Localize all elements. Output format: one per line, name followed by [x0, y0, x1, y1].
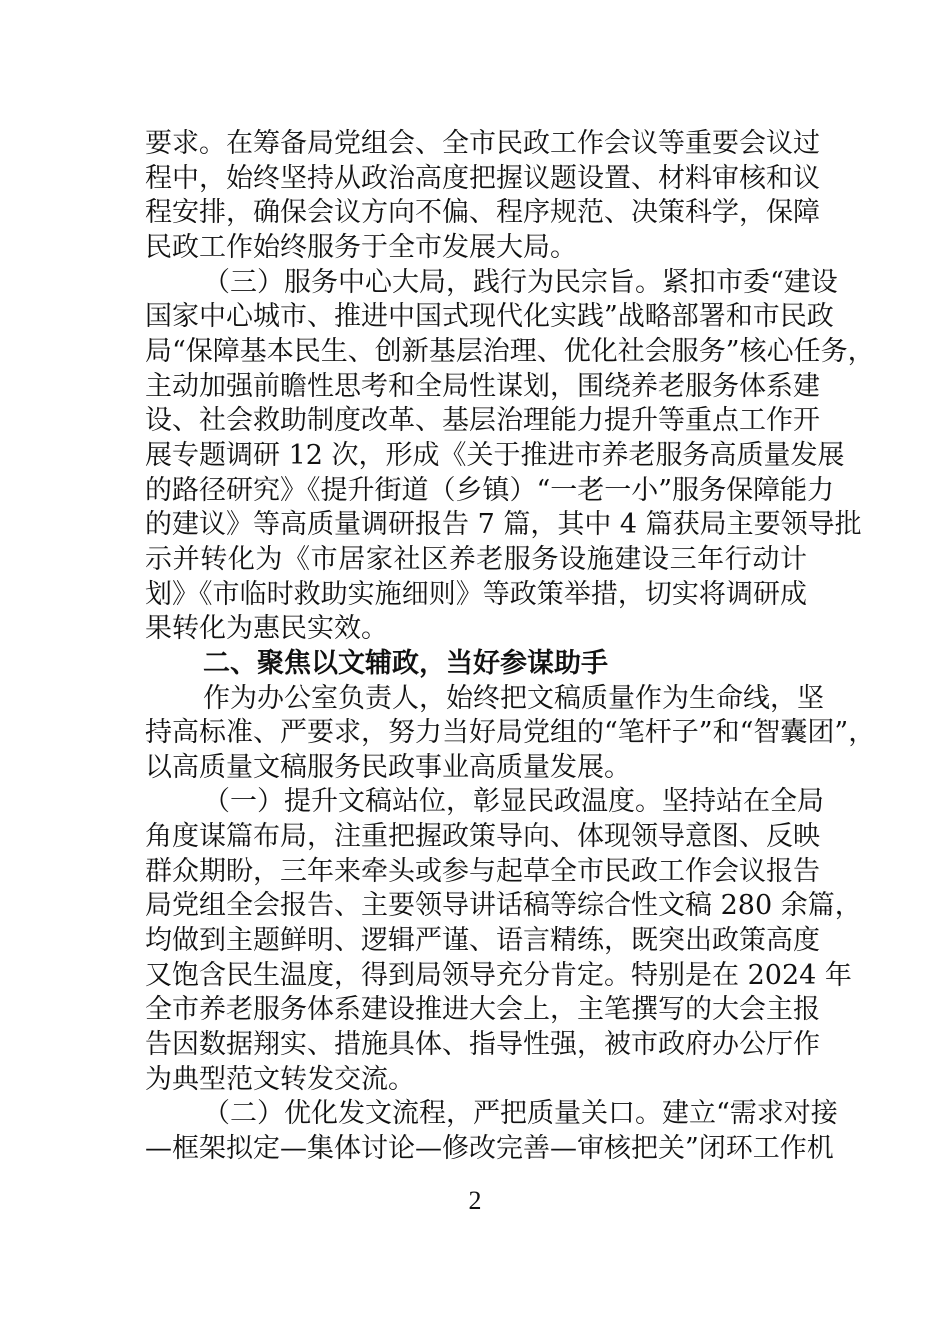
text-line: 要求。在筹备局党组会、全市民政工作会议等重要会议过	[145, 128, 820, 159]
page-number: 2	[468, 1186, 482, 1215]
text-line: 为典型范文转发交流。	[145, 1063, 415, 1095]
text-line: 作为办公室负责人，始终把文稿质量作为生命线，坚	[203, 682, 824, 714]
text-line: 示并转化为《市居家社区养老服务设施建设三年行动计	[145, 543, 807, 575]
text-line: 划》《市临时救助实施细则》等政策举措，切实将调研成	[145, 578, 807, 610]
text-line: 展专题调研 12 次，形成《关于推进市养老服务高质量发展	[145, 439, 845, 471]
document-body	[145, 127, 876, 1167]
text-line: 二、聚焦以文辅政，当好参谋助手	[203, 647, 608, 679]
text-line: 国家中心城市、推进中国式现代化实践”战略部署和市民政	[145, 301, 834, 333]
paragraph	[145, 682, 876, 786]
text-line: 的路径研究》《提升街道（乡镇）“一老一小”服务保障能力	[145, 474, 835, 506]
text-line: （一）提升文稿站位，彰显民政温度。坚持站在全局	[203, 786, 824, 818]
text-line: 角度谋篇布局，注重把握政策导向、体现领导意图、反映	[145, 821, 820, 853]
text-line: 设、社会救助制度改革、基层治理能力提升等重点工作开	[145, 405, 820, 437]
section-heading	[145, 647, 807, 682]
text-line: 主动加强前瞻性思考和全局性谋划，围绕养老服务体系建	[145, 370, 820, 402]
paragraph	[145, 785, 862, 1097]
text-line: 局“保障基本民生、创新基层治理、优化社会服务”核心任务，	[145, 335, 875, 367]
text-line: 群众期盼，三年来牵头或参与起草全市民政工作会议报告	[145, 855, 820, 887]
text-line: 全市养老服务体系建设推进大会上，主笔撰写的大会主报	[145, 994, 820, 1026]
text-line: （三）服务中心大局，践行为民宗旨。紧扣市委“建设	[203, 266, 838, 298]
text-line: 民政工作始终服务于全市发展大局。	[145, 231, 577, 263]
text-line: 程中，始终坚持从政治高度把握议题设置、材料审核和议	[145, 162, 820, 194]
text-line: 以高质量文稿服务民政事业高质量发展。	[145, 751, 631, 783]
text-line: （二）优化发文流程，严把质量关口。建立“需求对接	[203, 1098, 838, 1130]
text-line: 果转化为惠民实效。	[145, 613, 388, 645]
text-line: 告因数据翔实、措施具体、指导性强，被市政府办公厅作	[145, 1029, 820, 1061]
text-line: 又饱含民生温度，得到局领导充分肯定。特别是在 2024 年	[145, 959, 852, 991]
paragraph	[145, 266, 875, 647]
paragraph	[145, 1097, 838, 1166]
text-line: —框架拟定—集体讨论—修改完善—审核把关”闭环工作机	[145, 1133, 834, 1165]
text-line: 均做到主题鲜明、逻辑严谨、语言精练，既突出政策高度	[145, 925, 820, 957]
paragraph	[145, 127, 820, 266]
text-line: 程安排，确保会议方向不偏、程序规范、决策科学，保障	[145, 197, 820, 229]
text-line: 的建议》等高质量调研报告 7 篇，其中 4 篇获局主要领导批	[145, 509, 862, 541]
text-line: 持高标准、严要求，努力当好局党组的“笔杆子”和“智囊团”，	[145, 717, 876, 749]
text-line: 局党组全会报告、主要领导讲话稿等综合性文稿 280 余篇，	[145, 890, 862, 922]
